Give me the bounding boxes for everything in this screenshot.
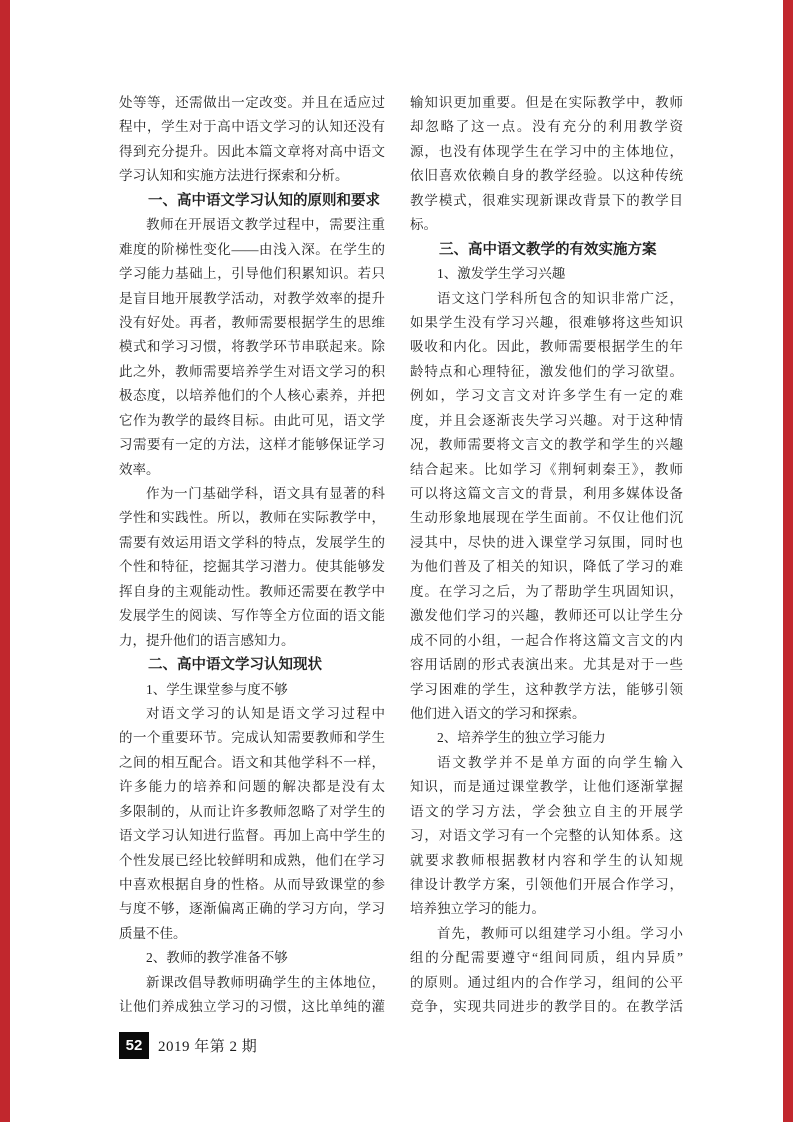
- text-line: 他们进入语文的学习和探索。: [410, 705, 586, 721]
- text-line: 激发他们学习的兴趣，教师还可以让学生分: [410, 608, 683, 624]
- text-line: 语文教学并不是单方面的向学生输入: [437, 754, 683, 770]
- column-left: [119, 91, 385, 1020]
- page-number-badge: 52: [119, 1032, 149, 1059]
- text-line: 需要有效运用语文学科的特点，发展学生的: [119, 534, 385, 550]
- text-line: 输知识更加重要。但是在实际教学中，教师: [410, 95, 683, 110]
- text-line: 的原则。通过组内的合作学习，组间的公平: [410, 974, 683, 990]
- issue-label: 2019 年第 2 期: [158, 1039, 258, 1055]
- text-line: 度，并且会逐渐丧失学习兴趣。对于这种情: [410, 412, 683, 428]
- text-line: 的一个重要环节。完成认知需要教师和学生: [119, 730, 385, 746]
- text-line: 力，提升他们的语言感知力。: [119, 632, 295, 648]
- text-line: 程中，学生对于高中语文学习的认知还没有: [119, 119, 385, 135]
- sub-heading: 2、培养学生的独立学习能力: [437, 730, 606, 746]
- section-heading: 三、高中语文教学的有效实施方案: [439, 241, 657, 258]
- page-footer: [119, 1032, 257, 1059]
- text-line: 得到充分提升。因此本篇文章将对高中语文: [119, 143, 385, 159]
- text-line: 如果学生没有学习兴趣，很难够将这些知识: [410, 314, 683, 330]
- text-line: 教学模式，很难实现新课改背景下的教学目: [410, 192, 683, 208]
- text-line: 容用话剧的形式表演出来。尤其是对于一些: [410, 657, 683, 673]
- text-line: 习需要有一定的方法，这样才能够保证学习: [119, 437, 385, 453]
- column-right: [410, 91, 683, 1020]
- text-line: 培养独立学习的能力。: [410, 901, 545, 917]
- text-line: 挥自身的主观能动性。教师还需要在教学中: [119, 583, 385, 599]
- text-line: 为他们普及了相关的知识，降低了学习的难: [410, 559, 683, 575]
- text-line: 它作为教学的最终目标。由此可见，语文学: [119, 412, 385, 428]
- text-line: 此之外，教师需要培养学生对语文学习的积: [119, 363, 385, 379]
- text-line: 许多能力的培养和问题的解决都是没有太: [119, 779, 385, 795]
- text-line: 质量不佳。: [119, 925, 187, 941]
- sub-heading: 2、教师的教学准备不够: [146, 950, 288, 966]
- text-line: 浸其中，尽快的进入课堂学习氛围，同时也: [410, 534, 683, 550]
- left-page-edge: [0, 0, 10, 1122]
- text-line: 极态度，以培养他们的个人核心素养，并把: [119, 388, 385, 404]
- text-line: 处等等，还需做出一定改变。并且在适应过: [119, 95, 385, 110]
- text-line: 组的分配需要遵守“组间同质，组内异质”: [410, 950, 683, 966]
- text-line: 语文这门学科所包含的知识非常广泛，: [437, 290, 683, 306]
- text-line: 难度的阶梯性变化——由浅入深。在学生的: [119, 241, 385, 257]
- text-line: 语文的学习方法，学会独立自主的开展学: [410, 803, 683, 819]
- text-line: 生动形象地展现在学生面前。不仅让他们沉: [410, 510, 683, 526]
- text-line: 况，教师需要将文言文的教学和学生的兴趣: [410, 437, 683, 453]
- text-line: 成不同的小组，一起合作将这篇文言文的内: [410, 632, 683, 648]
- text-line: 之间的相互配合。语文和其他学科不一样，: [119, 754, 385, 770]
- text-line: 可以将这篇文言文的背景，利用多媒体设备: [410, 486, 683, 501]
- text-line: 结合起来。比如学习《荆轲刺秦王》，教师: [410, 461, 683, 477]
- text-line: 首先，教师可以组建学习小组。学习小: [437, 925, 683, 941]
- text-line: 模式和学习习惯，将教学环节串联起来。除: [119, 339, 385, 355]
- section-heading: 二、高中语文学习认知现状: [148, 657, 322, 674]
- text-line: 对语文学习的认知是语文学习过程中: [146, 705, 385, 721]
- text-line: 学习困难的学生，这种教学方法，能够引领: [410, 681, 683, 697]
- text-line: 语文学习认知进行监督。再加上高中学生的: [119, 828, 385, 844]
- text-line: 习，对语文学习有一个完整的认知体系。这: [410, 828, 683, 844]
- text-line: 例如，学习文言文对许多学生有一定的难: [410, 388, 683, 404]
- text-line: 律设计教学方案，引领他们开展合作学习，: [410, 877, 683, 892]
- text-line: 是盲目地开展教学活动，对教学效率的提升: [119, 290, 385, 306]
- text-line: 知识，而是通过课堂教学，让他们逐渐掌握: [410, 779, 683, 795]
- text-line: 没有好处。再者，教师需要根据学生的思维: [119, 314, 385, 330]
- right-page-edge: [783, 0, 793, 1122]
- text-line: 吸收和内化。因此，教师需要根据学生的年: [410, 339, 683, 355]
- text-line: 让他们养成独立学习的习惯，这比单纯的灌: [119, 999, 385, 1015]
- text-line: 新课改倡导教师明确学生的主体地位，: [146, 974, 385, 990]
- text-line: 效率。: [119, 461, 160, 477]
- text-line: 度。在学习之后，为了帮助学生巩固知识，: [410, 583, 683, 599]
- text-line: 中喜欢根据自身的性格。从而导致课堂的参: [119, 877, 385, 892]
- text-line: 学性和实践性。所以，教师在实际教学中，: [119, 510, 385, 526]
- text-line: 学习认知和实施方法进行探索和分析。: [119, 168, 349, 184]
- text-line: 龄特点和心理特征，激发他们的学习欲望。: [410, 363, 683, 379]
- text-line: 竞争，实现共同进步的教学目的。在教学活: [410, 999, 683, 1015]
- text-line: 个性和特征，挖掘其学习潜力。使其能够发: [119, 559, 385, 575]
- text-line: 标。: [410, 217, 437, 233]
- sub-heading: 1、激发学生学习兴趣: [437, 266, 566, 282]
- text-line: 发展学生的阅读、写作等全方位面的语文能: [119, 608, 385, 624]
- text-line: 与度不够，逐渐偏离正确的学习方向，学习: [119, 901, 385, 917]
- text-line: 个性发展已经比较鲜明和成熟，他们在学习: [119, 852, 385, 868]
- sub-heading: 1、学生课堂参与度不够: [146, 681, 288, 697]
- text-line: 学习能力基础上，引导他们积累知识。若只: [119, 266, 385, 282]
- text-line: 作为一门基础学科，语文具有显著的科: [146, 486, 385, 501]
- section-heading: 一、高中语文学习认知的原则和要求: [148, 192, 380, 209]
- text-line: 就要求教师根据教材内容和学生的认知规: [410, 852, 683, 868]
- text-line: 多限制的，从而让许多教师忽略了对学生的: [119, 803, 385, 819]
- text-line: 源，也没有体现学生在学习中的主体地位，: [410, 143, 683, 159]
- text-line: 却忽略了这一点。没有充分的利用教学资: [410, 119, 683, 135]
- text-line: 教师在开展语文教学过程中，需要注重: [146, 217, 385, 233]
- text-line: 依旧喜欢依赖自身的教学经验。以这种传统: [410, 168, 683, 184]
